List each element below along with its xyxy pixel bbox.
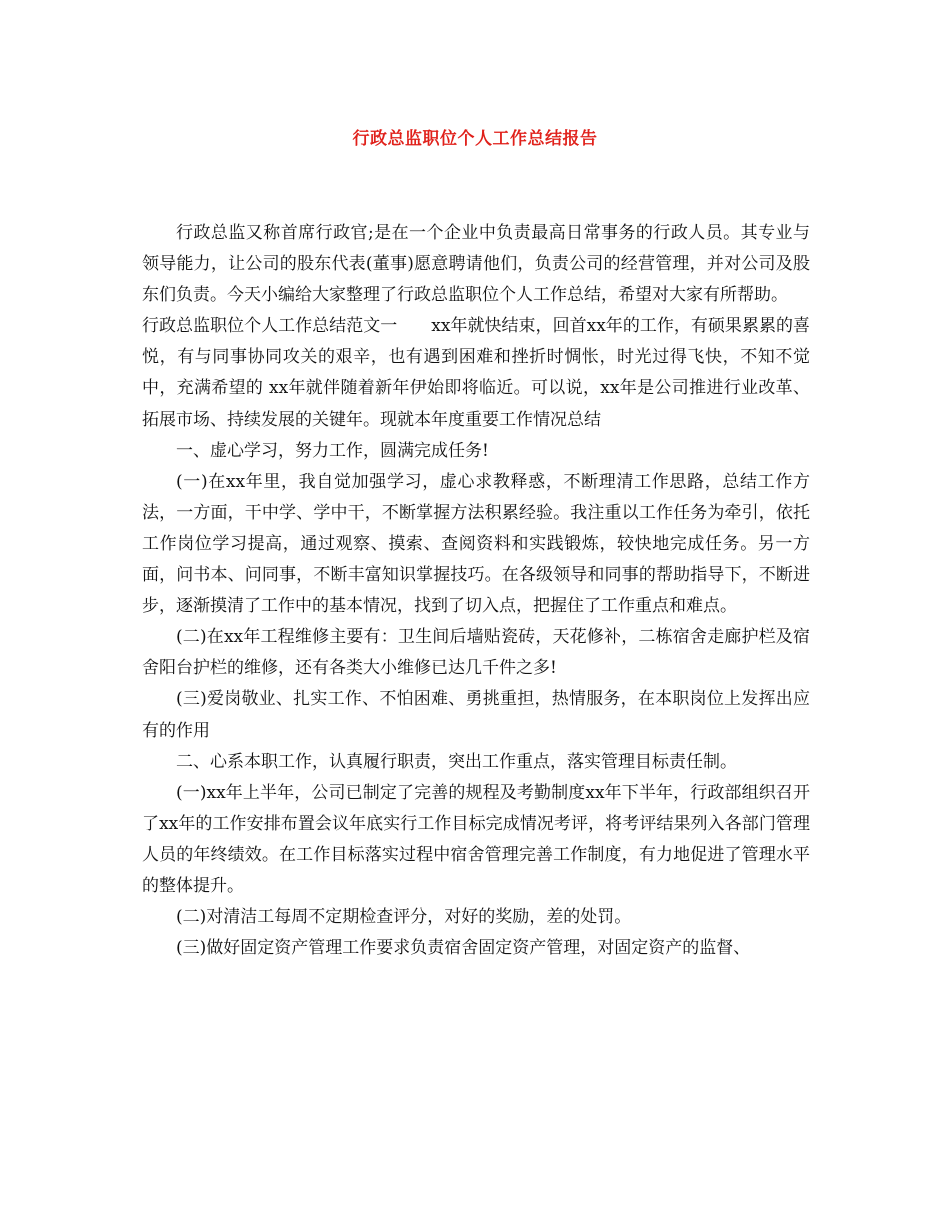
paragraph-item-1-1: (一)在xx年里，我自觉加强学习，虚心求教释惑，不断理清工作思路，总结工作方法，一方面，干中学、学中干，不断掌握方法积累经验。我注重以工作任务为牵引，依托工作岗位学习提高，通过观察、摸索、查阅资料和实践锻炼，较快地完成任务。另一方面，问书本、问同事，不断丰富知识掌握技巧。在各级领导和同事的帮助指导下，不断进步，逐渐摸清了工作中的基本情况，找到了切入点，把握住了工作重点和难点。 (142, 471, 810, 617)
document-title: 行政总监职位个人工作总结报告 (352, 129, 598, 149)
section-heading-one: 一、虚心学习，努力工作，圆满完成任务! (176, 440, 489, 461)
paragraph-item-2-3: (三)做好固定资产管理工作要求负责宿舍固定资产管理，对固定资产的监督、 (176, 938, 751, 959)
paragraph-item-1-3: (三)爱岗敬业、扎实工作、不怕困难、勇挑重担，热情服务，在本职岗位上发挥出应有的作用 (142, 689, 810, 741)
section-heading-two: 二、心系本职工作，认真履行职责，突出工作重点，落实管理目标责任制。 (176, 751, 737, 772)
paragraph-item-1-2: (二)在xx年工程维修主要有：卫生间后墙贴瓷砖，天花修补，二栋宿舍走廊护栏及宿舍阳台护栏的维修，还有各类大小维修已达几千件之多! (142, 627, 810, 679)
document-body (142, 218, 810, 964)
paragraph-item-2-1: (一)xx年上半年，公司已制定了完善的规程及考勤制度xx年下半年，行政部组织召开了xx年的工作安排布置会议年底实行工作目标完成情况考评，将考评结果列入各部门管理人员的年终绩效。在工作目标落实过程中宿舍管理完善工作制度，有力地促进了管理水平的整体提升。 (142, 782, 810, 896)
paragraph-item-2-2: (二)对清洁工每周不定期检查评分，对好的奖励，差的处罚。 (176, 907, 632, 928)
paragraph-sample-one: 行政总监职位个人工作总结范文一 xx年就快结束，回首xx年的工作，有硕果累累的喜悦，有与同事协同攻关的艰辛，也有遇到困难和挫折时惆怅，时光过得飞快，不知不觉中，充满希望的 xx年就伴随着新年伊始即将临近。可以说，xx年是公司推进行业改革、拓展市场、持续发展的关键年。现就本年度重要工作情况总结 (142, 316, 810, 430)
paragraph-intro: 行政总监又称首席行政官;是在一个企业中负责最高日常事务的行政人员。其专业与领导能力，让公司的股东代表(董事)愿意聘请他们，负责公司的经营管理，并对公司及股东们负责。今天小编给大家整理了行政总监职位个人工作总结，希望对大家有所帮助。 (142, 223, 810, 306)
